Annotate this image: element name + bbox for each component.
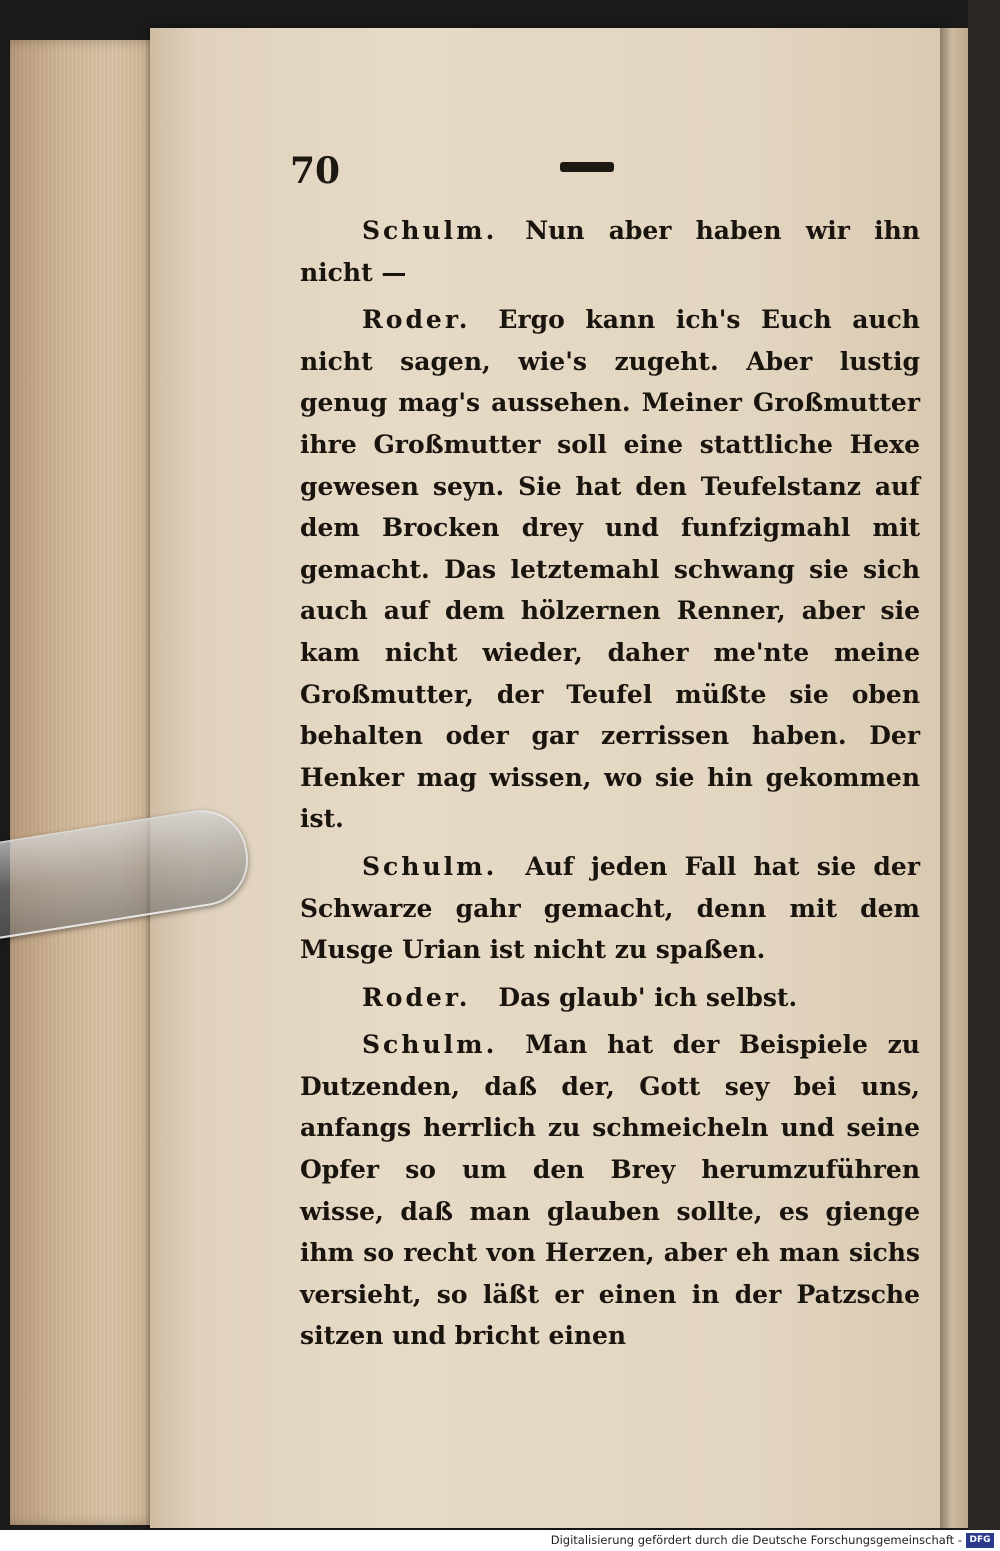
paragraph-2 bbox=[300, 299, 920, 840]
paragraph-1 bbox=[300, 210, 920, 293]
scan-background bbox=[968, 0, 1000, 1530]
separator-rule-icon bbox=[560, 162, 614, 172]
text-body bbox=[300, 210, 920, 1363]
page-header bbox=[290, 150, 930, 200]
paragraph-4 bbox=[300, 977, 920, 1019]
paragraph-text: Nun aber haben wir ihn nicht — bbox=[300, 216, 920, 287]
paragraph-text: Das glaub' ich selbst. bbox=[498, 982, 798, 1012]
page-edge-stack bbox=[10, 40, 160, 1525]
paragraph-text: Man hat der Beispiele zu Dutzenden, daß der, Gott sey bei uns, anfangs herrlich zu schmeicheln und seine Opfer so um den Brey herumzuführen wisse, daß man glauben sollte, es gienge ihm so recht von Herzen, aber eh man sichs versieht, so läßt er einen in der Patzsche sitzen und bricht einen bbox=[300, 1030, 920, 1351]
page-number: 70 bbox=[290, 150, 341, 192]
paragraph-5 bbox=[300, 1024, 920, 1357]
speaker-label: Schulm. bbox=[362, 1030, 498, 1060]
footer-bar bbox=[0, 1530, 1000, 1551]
paragraph-3 bbox=[300, 846, 920, 971]
paragraph-text: Auf jeden Fall hat sie der Schwarze gahr gemacht, denn mit dem Musge Urian ist nicht zu spaßen. bbox=[300, 851, 920, 965]
footer-credit: Digitalisierung gefördert durch die Deutsche Forschungsgemeinschaft - bbox=[550, 1533, 962, 1547]
speaker-label: Schulm. bbox=[362, 851, 498, 881]
speaker-label: Roder. bbox=[362, 982, 471, 1012]
paragraph-text: Ergo kann ich's Euch auch nicht sagen, wie's zugeht. Aber lustig genug mag's aussehen. Meiner Großmutter ihre Großmutter soll eine stattliche Hexe gewesen seyn. Sie hat den Teufelstanz auf dem Brocken drey und funfzigmahl mit gemacht. Das letztemahl schwang sie sich auch auf dem hölzernen Renner, aber sie kam nicht wieder, daher me'nte meine Großmutter, der Teufel müßte sie oben behalten oder gar zerrissen haben. Der Henker mag wissen, wo sie hin gekommen ist. bbox=[300, 305, 920, 834]
speaker-label: Schulm. bbox=[362, 216, 498, 245]
speaker-label: Roder. bbox=[362, 305, 471, 335]
dfg-logo-icon: DFG bbox=[966, 1533, 994, 1548]
book-spine-edge bbox=[940, 28, 970, 1528]
